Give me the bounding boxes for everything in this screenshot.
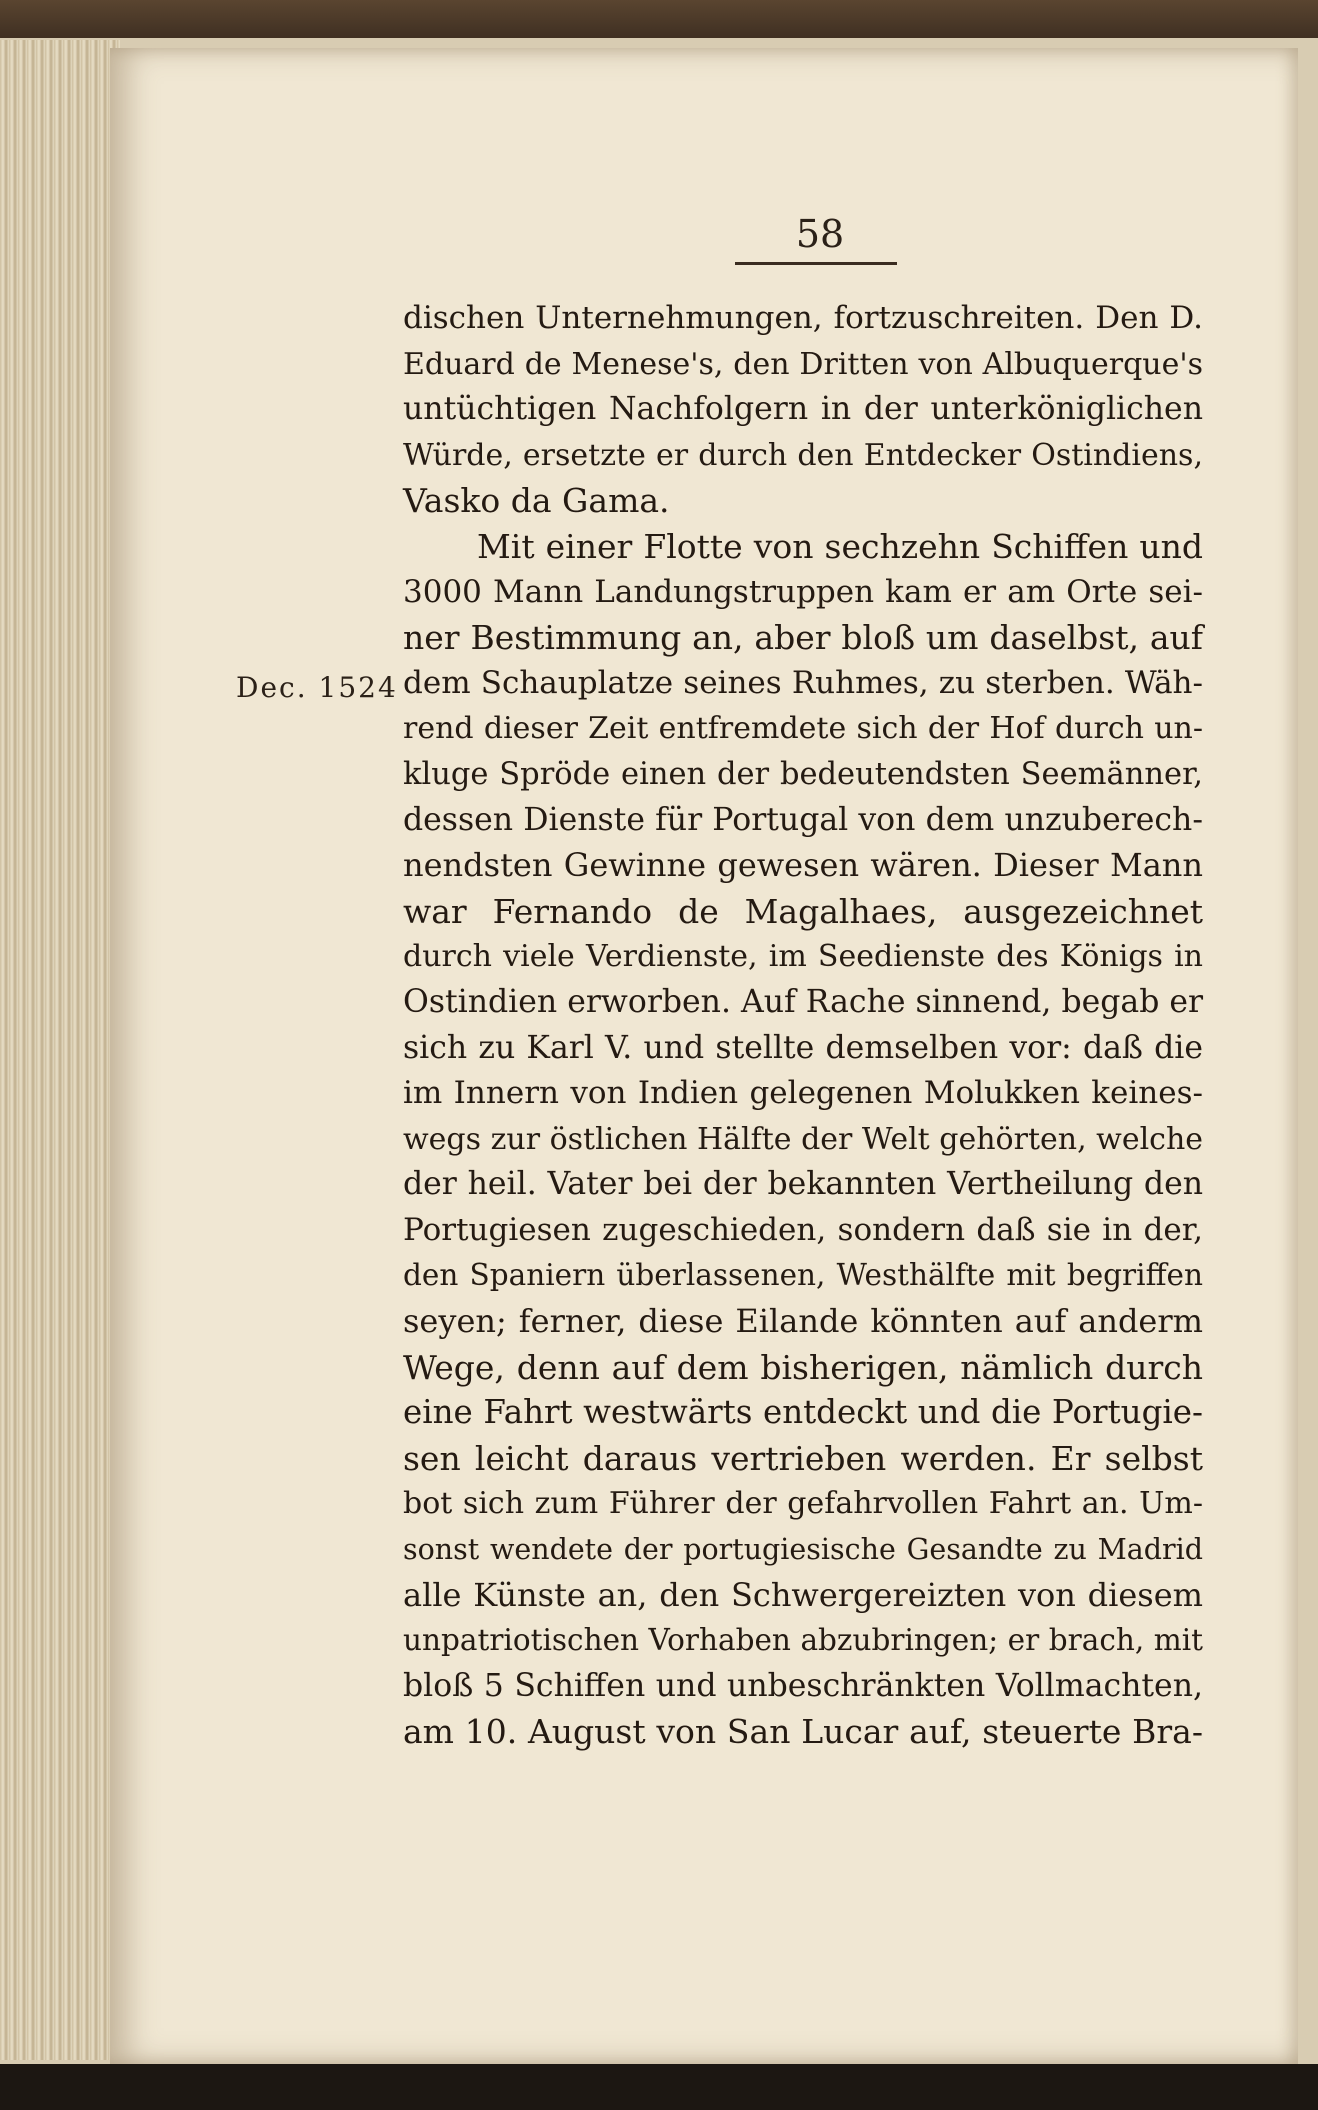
book-bottom-edge bbox=[0, 2064, 1318, 2110]
text-line: kluge Spröde einen der bedeutendsten Seemänner, bbox=[403, 756, 1203, 792]
body-text bbox=[403, 296, 1203, 1755]
text-line: unpatriotischen Vorhaben abzubringen; er brach, mit bbox=[403, 1623, 1203, 1658]
text-line: nendsten Gewinne gewesen wären. Dieser Mann bbox=[403, 846, 1203, 885]
text-line: sonst wendete der portugiesische Gesandte zu Madrid bbox=[403, 1533, 1203, 1567]
text-line: war Fernando de Magalhaes, ausgezeichnet bbox=[403, 891, 1203, 931]
text-line: im Innern von Indien gelegenen Molukken keines- bbox=[403, 1075, 1203, 1112]
text-line: bot sich zum Führer der gefahrvollen Fahrt an. Um- bbox=[403, 1486, 1203, 1522]
text-line: dessen Dienste für Portugal von dem unzuberech- bbox=[403, 801, 1203, 838]
text-line: der heil. Vater bei der bekannten Vertheilung den bbox=[403, 1166, 1203, 1203]
page-number: 58 bbox=[795, 212, 845, 256]
text-line: untüchtigen Nachfolgern in der unterköniglichen bbox=[403, 391, 1203, 428]
text-line: 3000 Mann Landungstruppen kam er am Orte sei- bbox=[403, 573, 1203, 610]
text-line: bloß 5 Schiffen und unbeschränkten Vollmachten, bbox=[403, 1667, 1203, 1704]
page-number-rule bbox=[735, 262, 897, 265]
text-line: Vasko da Gama. bbox=[403, 481, 670, 521]
marginal-note: Dec. 1524 bbox=[236, 671, 398, 704]
text-line: am 10. August von San Lucar auf, steuerte Bra- bbox=[403, 1712, 1203, 1752]
text-line: Würde, ersetzte er durch den Entdecker Ostindiens, bbox=[403, 437, 1203, 473]
text-line: Wege, denn auf dem bisherigen, nämlich durch bbox=[403, 1347, 1203, 1387]
text-line: rend dieser Zeit entfremdete sich der Hof durch un- bbox=[403, 711, 1203, 747]
text-line: wegs zur östlichen Hälfte der Welt gehörten, welche bbox=[403, 1121, 1204, 1157]
text-line: dem Schauplatze seines Ruhmes, zu sterben. Wäh- bbox=[403, 664, 1203, 701]
page-stack bbox=[0, 40, 120, 2060]
text-line: sen leicht daraus vertrieben werden. Er selbst bbox=[403, 1438, 1203, 1478]
text-line: sich zu Karl V. und stellte demselben vor: daß die bbox=[403, 1029, 1203, 1066]
text-line: dischen Unternehmungen, fortzuschreiten. Den D. bbox=[403, 300, 1203, 336]
text-line: seyen; ferner, diese Eilande könnten auf anderm bbox=[403, 1302, 1203, 1341]
text-line: Eduard de Menese's, den Dritten von Albuquerque's bbox=[403, 346, 1203, 382]
paragraph-start-line: Mit einer Flotte von sechzehn Schiffen und bbox=[477, 526, 1203, 566]
text-line: eine Fahrt westwärts entdeckt und die Portugie- bbox=[403, 1393, 1203, 1432]
text-line: durch viele Verdienste, im Seedienste des Königs in bbox=[403, 939, 1203, 975]
text-line: den Spaniern überlassenen, Westhälfte mit begriffen bbox=[403, 1258, 1203, 1293]
text-line: Portugiesen zugeschieden, sondern daß sie in der, bbox=[403, 1211, 1203, 1248]
text-line: ner Bestimmung an, aber bloß um daselbst, auf bbox=[403, 618, 1203, 658]
text-line: Ostindien erworben. Auf Rache sinnend, begab er bbox=[403, 983, 1204, 1020]
text-line: alle Künste an, den Schwergereizten von diesem bbox=[403, 1575, 1203, 1614]
